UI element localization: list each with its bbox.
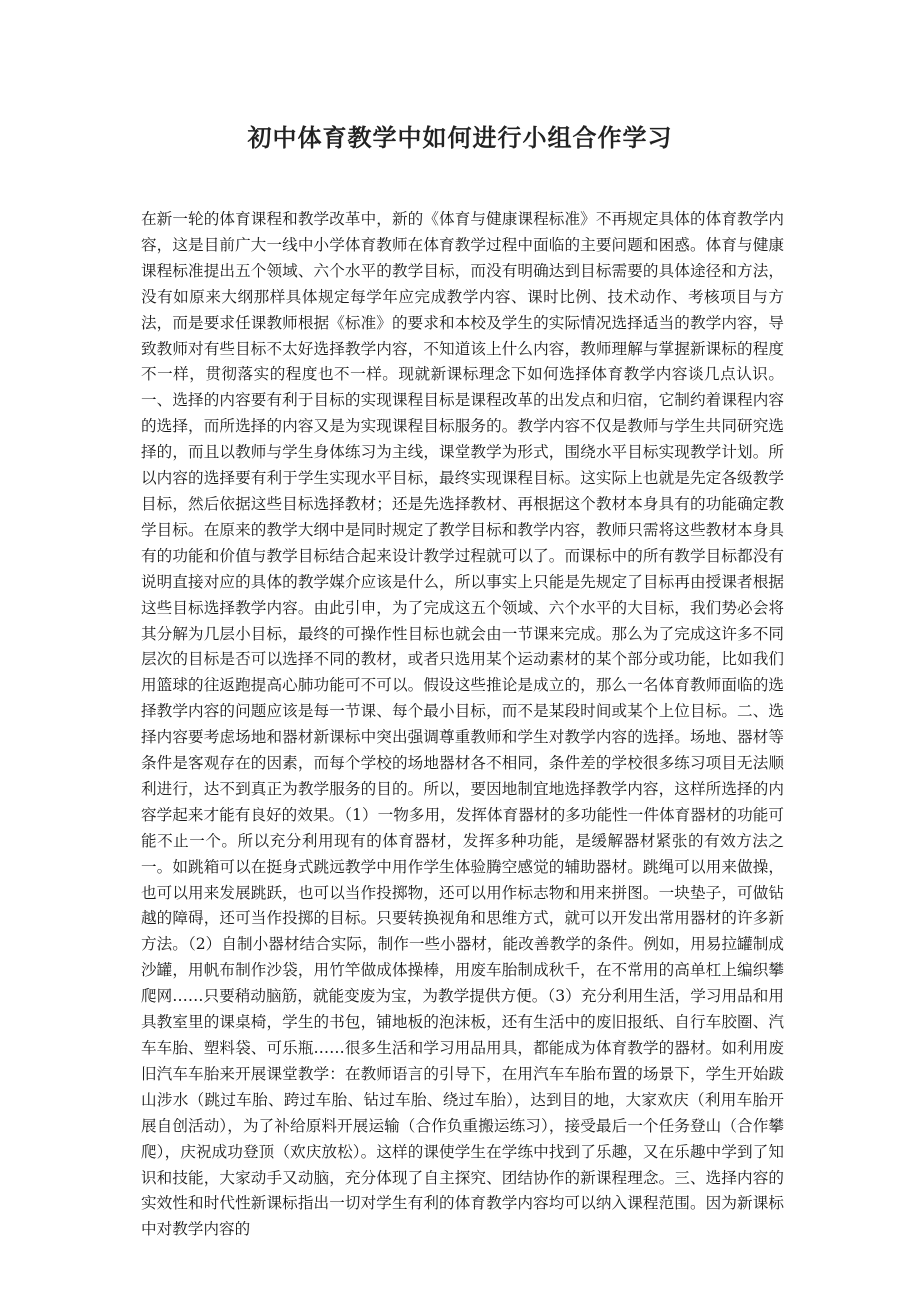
document-body-paragraph: 在新一轮的体育课程和教学改革中，新的《体育与健康课程标准》不再规定具体的体育教学内容，这是目前广大一线中小学体育教师在体育教学过程中面临的主要问题和困惑。体育与健康课程标准提出五个领域、六个水平的教学目标，而没有明确达到目标需要的具体途径和方法，没有如原来大纲那样具体规定每学年应完成教学内容、课时比例、技术动作、考核项目与方法，而是要求任课教师根据《标准》的要求和本校及学生的实际情况选择适当的教学内容，导致教师对有些目标不太好选择教学内容，不知道该上什么内容，教师理解与掌握新课标的程度不一样，贯彻落实的程度也不一样。现就新课标理念下如何选择体育教学内容谈几点认识。一、选择的内容要有利于目标的实现课程目标是课程改革的出发点和归宿，它制约着课程内容的选择，而所选择的内容又是为实现课程目标服务的。教学内容不仅是教师与学生共同研究选择的，而且以教师与学生身体练习为主线，课堂教学为形式，围绕水平目标实现教学计划。所以内容的选择要有利于学生实现水平目标，最终实现课程目标。这实际上也就是先定各级教学目标，然后依据这些目标选择教材；还是先选择教材、再根据这个教材本身具有的功能确定教学目标。在原来的教学大纲中是同时规定了教学目标和教学内容，教师只需将这些教材本身具有的功能和价值与教学目标结合起来设计教学过程就可以了。而课标中的所有教学目标都没有说明直接对应的具体的教学媒介应该是什么，所以事实上只能是先规定了目标再由授课者根据这些目标选择教学内容。由此引申，为了完成这五个领域、六个水平的大目标，我们势必会将其分解为几层小目标，最终的可操作性目标也就会由一节课来完成。那么为了完成这许多不同层次的目标是否可以选择不同的教材，或者只选用某个运动素材的某个部分或功能，比如我们用篮球的往返跑提高心肺功能可不可以。假设这些推论是成立的，那么一名体育教师面临的选择教学内容的问题应该是每一节课、每个最小目标，而不是某段时间或某个上位目标。二、选择内容要考虑场地和器材新课标中突出强调尊重教师和学生对教学内容的选择。场地、器材等条件是客观存在的因素，而每个学校的场地器材各不相同，条件差的学校很多练习项目无法顺利进行，达不到真正为教学服务的目的。所以，要因地制宜地选择教学内容，这样所选择的内容学起来才能有良好的效果。（1）一物多用，发挥体育器材的多功能性一件体育器材的功能可能不止一个。所以充分利用现有的体育器材，发挥多种功能，是缓解器材紧张的有效方法之一。如跳箱可以在挺身式跳远教学中用作学生体验腾空感觉的辅助器材。跳绳可以用来做操，也可以用来发展跳跃，也可以当作投掷物，还可以用作标志物和用来拼图。一块垫子，可做钻越的障碍，还可当作投掷的目标。只要转换视角和思维方式，就可以开发出常用器材的许多新方法。（2）自制小器材结合实际，制作一些小器材，能改善教学的条件。例如，用易拉罐制成沙罐，用帆布制作沙袋，用竹竿做成体操棒，用废车胎制成秋千，在不常用的高单杠上编织攀爬网……只要稍动脑筋，就能变废为宝，为教学提供方便。（3）充分利用生活，学习用品和用具教室里的课桌椅，学生的书包，铺地板的泡沫板，还有生活中的废旧报纸、自行车胶圈、汽车车胎、塑料袋、可乐瓶……很多生活和学习用品用具，都能成为体育教学的器材。如利用废旧汽车车胎来开展课堂教学：在教师语言的引导下，在用汽车车胎布置的场景下，学生开始跋山涉水（跳过车胎、跨过车胎、钻过车胎、绕过车胎），达到目的地，大家欢庆（利用车胎开展自创活动），为了补给原料开展运输（合作负重搬运练习），接受最后一个任务登山（合作攀爬），庆祝成功登顶（欢庆放松）。这样的课使学生在学练中找到了乐趣，又在乐趣中学到了知识和技能，大家动手又动脑，充分体现了自主探究、团结协作的新课程理念。三、选择内容的实效性和时代性新课标指出一切对学生有利的体育教学内容均可以纳入课程范围。因为新课标中对教学内容的 [141,210,784,1239]
document-title: 初中体育教学中如何进行小组合作学习 [247,124,673,152]
